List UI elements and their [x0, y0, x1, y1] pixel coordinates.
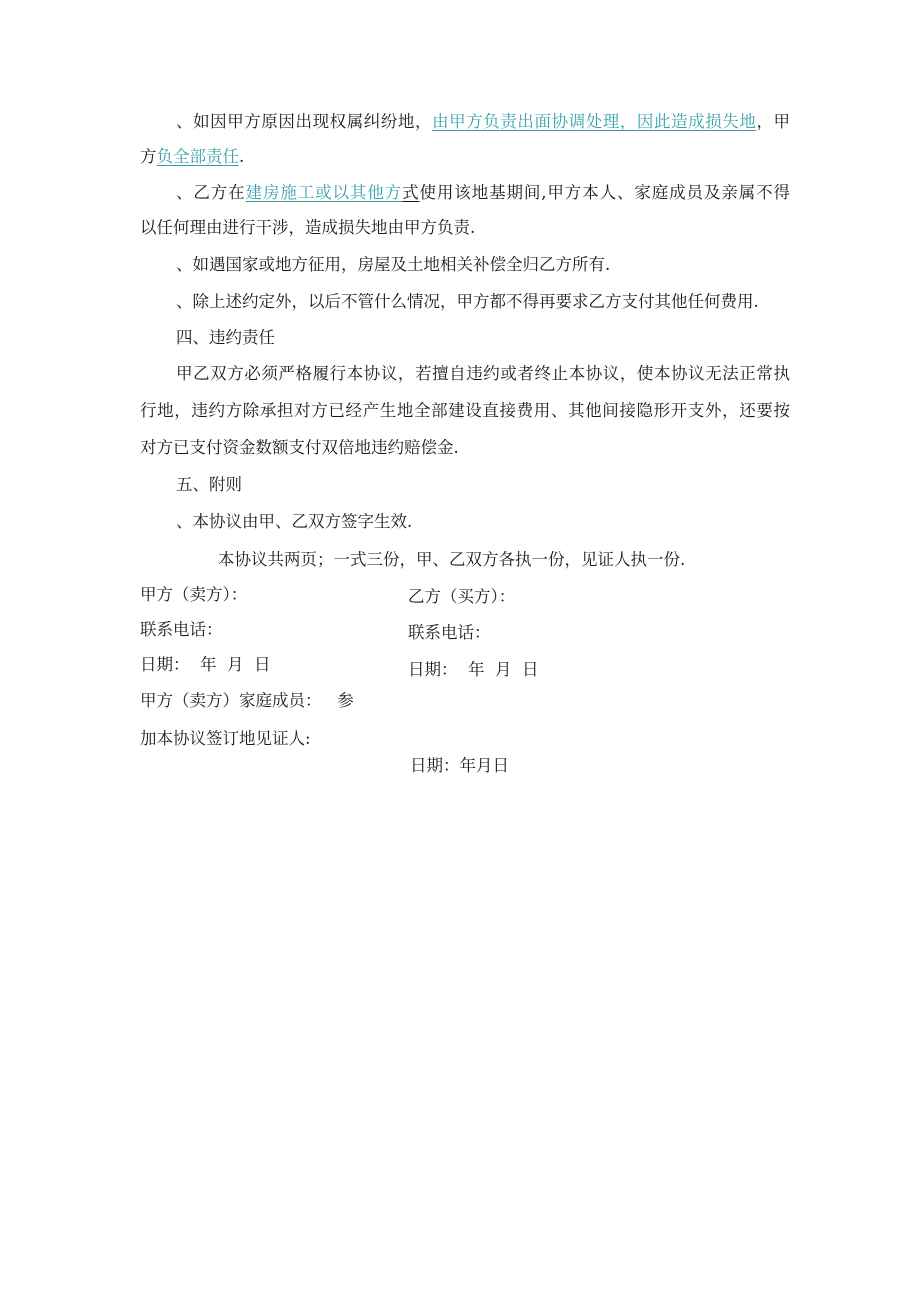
clause-construction-line1: [176, 183, 790, 203]
breach-paragraph-line1: 甲乙双方必须严格履行本协议，若擅自违约或者终止本协议，使本协议无法正常执: [176, 364, 790, 383]
breach-paragraph-line3: 对方已支付资金数额支付双倍地违约赔偿金.: [140, 438, 459, 457]
clause-text: 、如因甲方原因出现权属纠纷地，: [176, 112, 433, 131]
witness-label: 加本协议签订地见证人:: [140, 729, 311, 748]
party-b-date-label: 日期： 年 月 日: [408, 660, 539, 679]
clause-expropriation: 、如遇国家或地方征用，房屋及土地相关补偿全归乙方所有.: [176, 255, 611, 274]
underlined-link-text[interactable]: 负全部责任: [156, 147, 239, 166]
party-b-label: 乙方（买方）：: [408, 587, 516, 606]
clause-text: 方: [140, 147, 157, 166]
clause-construction-line2: 以任何理由进行干涉，造成损失地由甲方负责.: [140, 218, 476, 237]
clause-property-dispute-line2: [140, 147, 790, 167]
party-a-label: 甲方（卖方）：: [140, 585, 248, 604]
section-heading-appendix: 五、附则: [176, 475, 242, 494]
witness-date-label: 日期：年月日: [410, 756, 509, 775]
underlined-text: 式: [402, 183, 420, 202]
section-heading-breach: 四、违约责任: [176, 328, 275, 347]
clause-text: 、乙方在: [176, 183, 246, 202]
party-b-phone-label: 联系电话：: [408, 623, 491, 642]
clause-text: 使用该地基期间,甲方本人、家庭成员及亲属不得: [419, 183, 791, 202]
appendix-copies-note: 本协议共两页；一式三份，甲、乙双方各执一份，见证人执一份.: [218, 550, 686, 569]
clause-text: .: [239, 147, 245, 166]
breach-paragraph-line2: 行地，违约方除承担对方已经产生地全部建设直接费用、其他间接隐形开支外，还要按: [140, 401, 790, 420]
clause-text: ，甲: [756, 112, 791, 131]
underlined-link-text[interactable]: 由甲方负责出面协调处理，因此造成损失地: [432, 112, 757, 131]
party-a-phone-label: 联系电话：: [140, 620, 223, 639]
clause-no-further-fees: 、除上述约定外，以后不管什么情况，甲方都不得再要求乙方支付其他任何费用.: [176, 292, 759, 311]
appendix-clause-effective: 、本协议由甲、乙双方签字生效.: [176, 512, 413, 531]
clause-property-dispute-line1: [176, 112, 790, 132]
party-a-family-label: 甲方（卖方）家庭成员： 参: [140, 691, 354, 710]
party-a-date-label: 日期： 年 月 日: [140, 655, 271, 674]
underlined-link-text[interactable]: 建房施工或以其他方: [245, 183, 403, 202]
